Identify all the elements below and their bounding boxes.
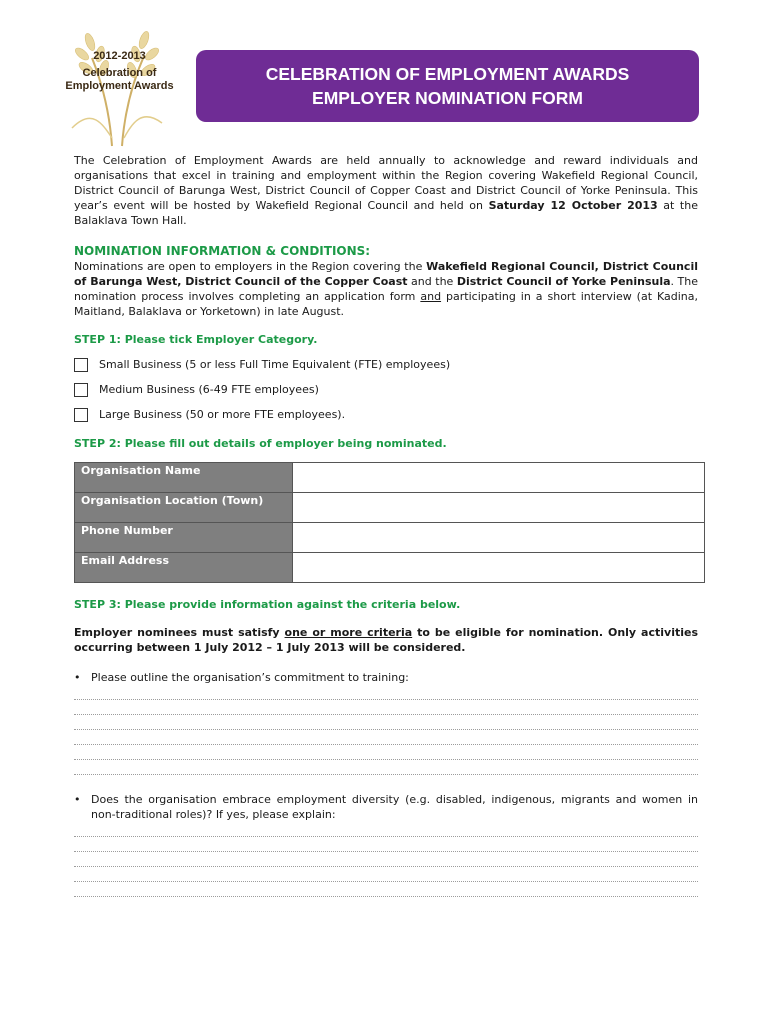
nom-and: and [420,290,442,303]
question-diversity-text: Does the organisation embrace employment diversity (e.g. disabled, indigenous, migrants and women in non-traditional roles)? If yes, please explain: [91,793,698,821]
question-training-text: Please outline the organisation’s commitment to training: [91,671,409,684]
diversity-answer-lines[interactable] [74,822,698,897]
email-address-field[interactable] [293,553,705,583]
logo-line2: Employment Awards [65,80,174,92]
awards-logo [52,28,187,148]
organisation-name-field[interactable] [293,463,705,493]
logo-years: 2012-2013 [93,50,146,62]
email-address-label: Email Address [75,553,293,583]
criteria-underlined: one or more criteria [284,626,413,639]
phone-number-field[interactable] [293,523,705,553]
banner-title: CELEBRATION OF EMPLOYMENT AWARDS [265,64,630,84]
small-business-checkbox[interactable] [74,358,88,372]
question-training [74,670,698,685]
nom-text-1: Nominations are open to employers in the Region covering the [74,260,427,273]
event-date: Saturday 12 October 2013 [488,199,658,212]
organisation-location-field[interactable] [293,493,705,523]
intro-paragraph [74,153,698,228]
table-row [75,553,705,583]
step2-heading: STEP 2: Please fill out details of employer being nominated. [74,437,447,450]
training-answer-lines[interactable] [74,685,698,775]
medium-business-checkbox[interactable] [74,383,88,397]
medium-business-label: Medium Business (6-49 FTE employees) [99,383,319,396]
organisation-location-label: Organisation Location (Town) [75,493,293,523]
table-row [75,523,705,553]
table-row [75,493,705,523]
nomination-paragraph [74,259,698,319]
criteria-text-1: Employer nominees must satisfy [74,626,285,639]
bullet-icon: • [74,671,81,684]
small-business-label: Small Business (5 or less Full Time Equivalent (FTE) employees) [99,358,451,371]
intro-text-1: The Celebration of Employment Awards are held annually to acknowledge and reward individuals and organisations that excel in training and employment within the Region covering Wakefield Regional Council, District Council of Barunga West, District Council of Copper Coast and District Council of Yorke Peninsula. This year’s event will be hosted by Wakefield Regional Council and held on [74,154,698,212]
nom-text-4: participating in a short interview (at Kadina, Maitland, Balaklava or Yorketown) in late August. [74,290,699,318]
intro-text-2: at the Balaklava Town Hall. [74,199,698,227]
form-body [74,153,698,897]
organisation-name-label: Organisation Name [75,463,293,493]
category-option-medium[interactable] [74,382,698,397]
large-business-label: Large Business (50 or more FTE employees). [99,408,346,421]
bullet-icon: • [74,793,81,806]
phone-number-label: Phone Number [75,523,293,553]
nomination-heading: NOMINATION INFORMATION & CONDITIONS: [74,244,371,258]
banner-subtitle: EMPLOYER NOMINATION FORM [312,88,583,108]
nom-councils-2: District Council of Yorke Peninsula [456,275,671,288]
category-option-large[interactable] [74,407,698,422]
nom-text-2: and the [407,275,457,288]
nom-councils-1: Wakefield Regional Council, District Council of Barunga West, District Council of the Copper Coast [74,260,698,288]
logo-line1: Celebration of [82,67,157,79]
criteria-paragraph [74,625,698,655]
table-row [75,463,705,493]
step1-heading: STEP 1: Please tick Employer Category. [74,333,318,346]
large-business-checkbox[interactable] [74,408,88,422]
question-diversity [74,792,698,822]
step3-heading: STEP 3: Please provide information against the criteria below. [74,598,461,611]
category-option-small[interactable] [74,357,698,372]
title-banner [196,50,699,122]
nom-text-3: . The nomination process involves completing an application form [74,275,698,303]
employer-details-table [74,462,705,583]
criteria-text-2: to be eligible for nomination. Only activities occurring between 1 July 2012 – 1 July 2013 will be considered. [74,626,698,654]
